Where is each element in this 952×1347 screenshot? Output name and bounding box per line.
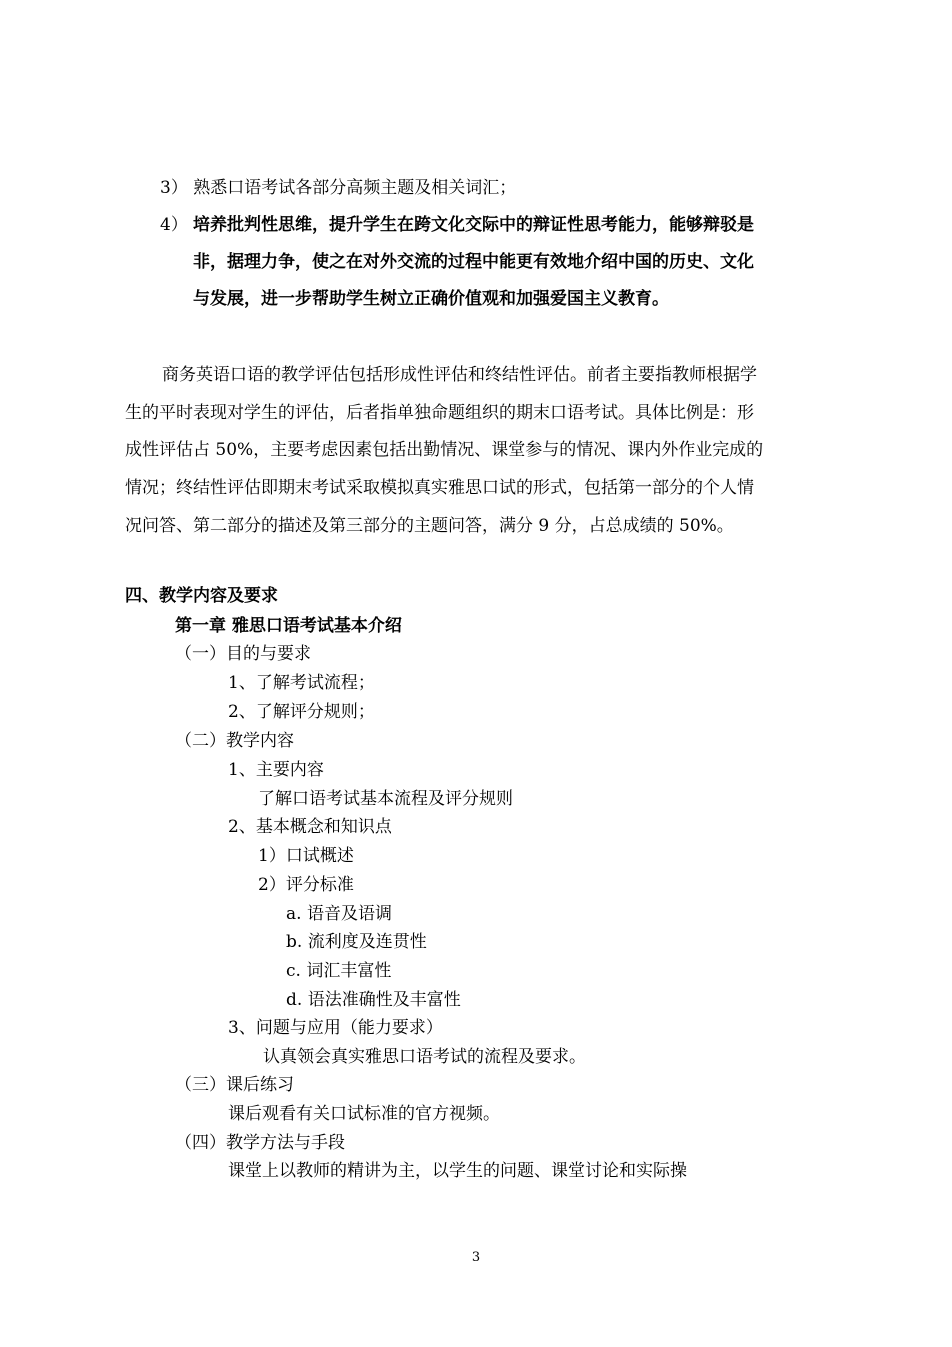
assessment-line-1: 商务英语口语的教学评估包括形成性评估和终结性评估。前者主要指教师根据学 <box>162 365 757 385</box>
exercise-title: （三）课后练习 <box>175 1075 294 1095</box>
section-heading: 四、教学内容及要求 <box>125 586 278 606</box>
criterion-item: b. 流利度及连贯性 <box>286 932 427 952</box>
assessment-line-3: 成性评估占 50%，主要考虑因素包括出勤情况、课堂参与的情况、课内外作业完成的 <box>125 440 764 460</box>
criterion-item: d. 语法准确性及丰富性 <box>286 990 461 1010</box>
assessment-line-4: 情况；终结性评估即期末考试采取模拟真实雅思口试的形式，包括第一部分的个人情 <box>125 478 754 498</box>
objective-item-4-line-1: 培养批判性思维，提升学生在跨文化交际中的辩证性思考能力，能够辩驳是 <box>193 215 754 235</box>
criterion-item: a. 语音及语调 <box>286 904 392 924</box>
objective-item-4-line-3: 与发展，进一步帮助学生树立正确价值观和加强爱国主义教育。 <box>193 289 669 309</box>
application-text: 认真领会真实雅思口语考试的流程及要求。 <box>263 1047 586 1067</box>
assessment-line-5: 况问答、第二部分的描述及第三部分的主题问答，满分 9 分，占总成绩的 50%。 <box>125 516 734 536</box>
concept-item-2: 2）评分标准 <box>258 875 354 895</box>
objective-item-4-line-2: 非，据理力争，使之在对外交流的过程中能更有效地介绍中国的历史、文化 <box>193 252 754 272</box>
purpose-item-2: 2、了解评分规则； <box>228 702 375 722</box>
concepts-title: 2、基本概念和知识点 <box>228 817 392 837</box>
main-content-text: 了解口语考试基本流程及评分规则 <box>258 789 513 809</box>
method-text: 课堂上以教师的精讲为主，以学生的问题、课堂讨论和实际操 <box>228 1161 687 1181</box>
objective-item-3: 3） 熟悉口语考试各部分高频主题及相关词汇； <box>160 178 517 198</box>
purpose-title: （一）目的与要求 <box>175 644 311 664</box>
concept-item-1: 1）口试概述 <box>258 846 354 866</box>
criterion-item: c. 词汇丰富性 <box>286 961 392 981</box>
application-title: 3、问题与应用（能力要求） <box>228 1018 443 1038</box>
main-content-title: 1、主要内容 <box>228 760 324 780</box>
chapter-title: 第一章 雅思口语考试基本介绍 <box>175 616 402 636</box>
page-number: 3 <box>471 1250 481 1265</box>
objective-item-4-number: 4） <box>160 215 188 235</box>
method-title: （四）教学方法与手段 <box>175 1133 345 1153</box>
content-title: （二）教学内容 <box>175 731 294 751</box>
exercise-text: 课后观看有关口试标准的官方视频。 <box>228 1104 500 1124</box>
assessment-line-2: 生的平时表现对学生的评估，后者指单独命题组织的期末口语考试。具体比例是：形 <box>125 403 754 423</box>
purpose-item-1: 1、了解考试流程； <box>228 673 375 693</box>
